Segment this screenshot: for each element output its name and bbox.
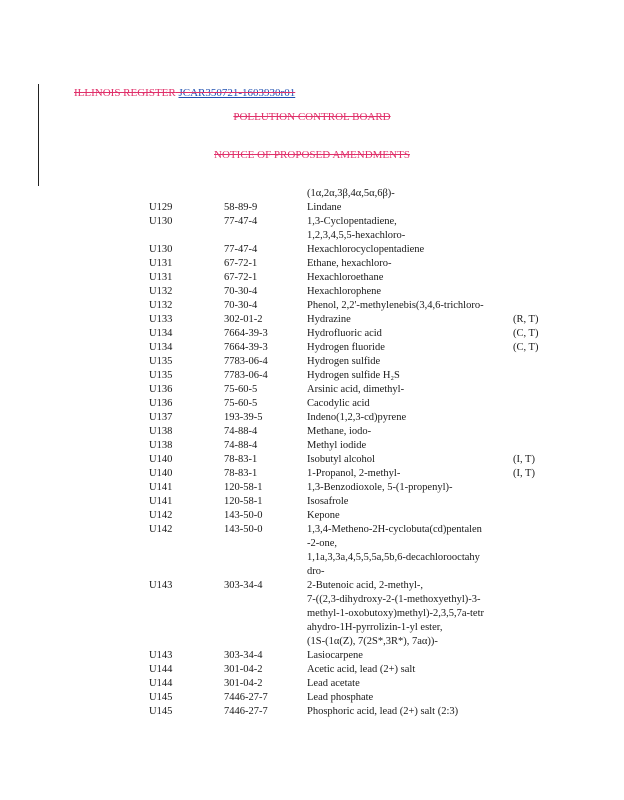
substance-name	[307, 411, 512, 425]
table-row	[0, 677, 624, 691]
waste-code: U131	[149, 258, 173, 269]
table-row	[0, 327, 624, 341]
cas-number: 301-04-2	[224, 664, 263, 675]
substance-name	[307, 285, 512, 299]
substance-name-line: Hexachlorocyclopentadiene	[307, 244, 425, 255]
substance-name-line: Acetic acid, lead (2+) salt	[307, 664, 416, 675]
substance-name-line: methyl-1-oxobutoxy)methyl)-2,3,5,7a-tetr	[307, 608, 484, 619]
table-row	[0, 467, 624, 481]
substance-name	[307, 383, 512, 397]
substance-name-line: Isobutyl alcohol	[307, 454, 375, 465]
substance-name-line: Phenol, 2,2'-methylenebis(3,4,6-trichloro-	[307, 300, 484, 311]
hazard-code: (C, T)	[513, 328, 539, 339]
substance-name-line: 1,3,4-Metheno-2H-cyclobuta(cd)pentalen	[307, 524, 482, 535]
waste-code: U136	[149, 398, 173, 409]
substance-name-line: 1-Propanol, 2-methyl-	[307, 468, 401, 479]
substance-name	[307, 481, 512, 495]
waste-code: U141	[149, 496, 173, 507]
substance-name	[307, 313, 512, 327]
substance-name-line: Hydrogen sulfide H₂S	[307, 370, 400, 381]
cas-number: 301-04-2	[224, 678, 263, 689]
waste-code: U134	[149, 342, 173, 353]
substance-name-line: Hydrazine	[307, 314, 351, 325]
cas-number: 77-47-4	[224, 244, 258, 255]
table-row	[0, 341, 624, 355]
table-row	[0, 201, 624, 215]
substance-name	[307, 691, 512, 705]
table-row	[0, 355, 624, 369]
hazard-code: (I, T)	[513, 454, 535, 465]
cas-number: 78-83-1	[224, 468, 258, 479]
cas-number: 193-39-5	[224, 412, 263, 423]
cas-number: 120-58-1	[224, 482, 263, 493]
table-row	[0, 453, 624, 467]
table-row	[0, 495, 624, 509]
table-row	[0, 509, 624, 523]
substance-name-line: 1,3-Cyclopentadiene,	[307, 216, 397, 227]
cas-number: 7446-27-7	[224, 692, 268, 703]
table-row	[0, 439, 624, 453]
table-row	[0, 243, 624, 257]
substance-name-line: (1S-(1α(Z), 7(2S*,3R*), 7aα))-	[307, 636, 438, 647]
substance-name	[307, 649, 512, 663]
cas-number: 303-34-4	[224, 650, 263, 661]
cas-number: 143-50-0	[224, 510, 263, 521]
substance-name-line: 2-Butenoic acid, 2-methyl-,	[307, 580, 424, 591]
substance-name	[307, 327, 512, 341]
cas-number: 67-72-1	[224, 258, 258, 269]
substance-name	[307, 425, 512, 439]
substance-name-line: Hydrofluoric acid	[307, 328, 382, 339]
substance-name-line: Lasiocarpene	[307, 650, 363, 661]
table-row	[0, 299, 624, 313]
substance-name-line: Kepone	[307, 510, 340, 521]
cas-number: 77-47-4	[224, 216, 258, 227]
substance-name	[307, 355, 512, 369]
register-title: ILLINOIS REGISTER	[74, 87, 176, 99]
substance-name-line: Arsinic acid, dimethyl-	[307, 384, 405, 395]
cas-number: 70-30-4	[224, 300, 258, 311]
substance-name	[307, 257, 512, 271]
cas-number: 7664-39-3	[224, 342, 268, 353]
waste-code: U135	[149, 370, 173, 381]
table-row	[0, 285, 624, 299]
cas-number: 120-58-1	[224, 496, 263, 507]
waste-code: U144	[149, 678, 173, 689]
substance-name	[307, 215, 512, 243]
substance-name	[307, 677, 512, 691]
substance-name	[307, 495, 512, 509]
substance-name-line: 1,2,3,4,5,5-hexachloro-	[307, 230, 406, 241]
waste-code: U145	[149, 706, 173, 717]
cas-number: 58-89-9	[224, 202, 258, 213]
substance-name	[307, 509, 512, 523]
substance-name-line: (1α,2α,3β,4α,5α,6β)-	[307, 188, 395, 199]
table-row	[0, 649, 624, 663]
substance-name	[307, 467, 512, 481]
waste-code: U143	[149, 580, 173, 591]
substance-name	[307, 271, 512, 285]
cas-number: 143-50-0	[224, 524, 263, 535]
substance-name-line: Hydrogen sulfide	[307, 356, 381, 367]
waste-code: U137	[149, 412, 173, 423]
revision-margin-bar	[38, 84, 39, 186]
substance-name	[307, 523, 512, 579]
table-row	[0, 369, 624, 383]
table-row	[0, 705, 624, 719]
table-row	[0, 425, 624, 439]
waste-code: U142	[149, 510, 173, 521]
waste-code: U138	[149, 440, 173, 451]
table-row	[0, 481, 624, 495]
substance-name	[307, 299, 512, 313]
substance-name-line: Isosafrole	[307, 496, 349, 507]
table-row	[0, 257, 624, 271]
cas-number: 67-72-1	[224, 272, 258, 283]
hazard-code: (I, T)	[513, 468, 535, 479]
cas-number: 74-88-4	[224, 440, 258, 451]
waste-code: U142	[149, 524, 173, 535]
cas-number: 75-60-5	[224, 398, 258, 409]
substance-name	[307, 663, 512, 677]
substance-name-line: dro-	[307, 566, 325, 577]
substance-name-line: Hexachloroethane	[307, 272, 384, 283]
substance-name-line: 7-((2,3-dihydroxy-2-(1-methoxyethyl)-3-	[307, 594, 481, 605]
substance-name	[307, 201, 512, 215]
substance-name	[307, 397, 512, 411]
waste-code: U134	[149, 328, 173, 339]
substance-name-line: Lead acetate	[307, 678, 360, 689]
waste-code: U144	[149, 664, 173, 675]
waste-code: U132	[149, 300, 173, 311]
table-row	[0, 663, 624, 677]
waste-code: U129	[149, 202, 173, 213]
waste-code: U145	[149, 692, 173, 703]
substance-name-line: Hexachlorophene	[307, 286, 382, 297]
substance-name-line: Lead phosphate	[307, 692, 374, 703]
substance-name	[307, 579, 512, 649]
waste-code: U138	[149, 426, 173, 437]
substance-name	[307, 187, 512, 201]
table-row	[0, 691, 624, 705]
waste-code: U130	[149, 244, 173, 255]
substance-name	[307, 369, 512, 383]
table-row	[0, 523, 624, 579]
table-row	[0, 271, 624, 285]
substance-name-line: Lindane	[307, 202, 342, 213]
substance-name-line: ahydro-1H-pyrrolizin-1-yl ester,	[307, 622, 443, 633]
hazard-code: (C, T)	[513, 342, 539, 353]
substance-name	[307, 243, 512, 257]
substance-name-line: 1,3-Benzodioxole, 5-(1-propenyl)-	[307, 482, 453, 493]
substance-name	[307, 341, 512, 355]
table-row	[0, 397, 624, 411]
table-row	[0, 187, 624, 201]
waste-code-table	[0, 187, 624, 719]
substance-name-line: Methyl iodide	[307, 440, 367, 451]
waste-code: U141	[149, 482, 173, 493]
waste-code: U136	[149, 384, 173, 395]
waste-code: U133	[149, 314, 173, 325]
substance-name-line: Ethane, hexachloro-	[307, 258, 392, 269]
substance-name-line: Methane, iodo-	[307, 426, 372, 437]
waste-code: U132	[149, 286, 173, 297]
cas-number: 78-83-1	[224, 454, 258, 465]
cas-number: 7783-06-4	[224, 370, 268, 381]
substance-name	[307, 705, 512, 719]
substance-name	[307, 439, 512, 453]
register-link[interactable]: JCAR350721-1603930r01	[178, 87, 296, 99]
table-row	[0, 411, 624, 425]
cas-number: 74-88-4	[224, 426, 258, 437]
waste-code: U131	[149, 272, 173, 283]
waste-code: U130	[149, 216, 173, 227]
cas-number: 303-34-4	[224, 580, 263, 591]
register-header	[74, 87, 295, 99]
notice-heading: NOTICE OF PROPOSED AMENDMENTS	[214, 149, 410, 161]
waste-code: U140	[149, 454, 173, 465]
table-row	[0, 383, 624, 397]
waste-code: U135	[149, 356, 173, 367]
cas-number: 7446-27-7	[224, 706, 268, 717]
substance-name-line: Hydrogen fluoride	[307, 342, 385, 353]
substance-name-line: Phosphoric acid, lead (2+) salt (2:3)	[307, 706, 459, 717]
table-row	[0, 579, 624, 649]
substance-name	[307, 453, 512, 467]
substance-name-line: Cacodylic acid	[307, 398, 370, 409]
substance-name-line: 1,1a,3,3a,4,5,5,5a,5b,6-decachlorooctahy	[307, 552, 480, 563]
cas-number: 7783-06-4	[224, 356, 268, 367]
waste-code: U143	[149, 650, 173, 661]
cas-number: 70-30-4	[224, 286, 258, 297]
cas-number: 75-60-5	[224, 384, 258, 395]
hazard-code: (R, T)	[513, 314, 539, 325]
cas-number: 302-01-2	[224, 314, 263, 325]
cas-number: 7664-39-3	[224, 328, 268, 339]
board-heading: POLLUTION CONTROL BOARD	[233, 111, 391, 123]
substance-name-line: Indeno(1,2,3-cd)pyrene	[307, 412, 407, 423]
table-row	[0, 215, 624, 243]
table-row	[0, 313, 624, 327]
waste-code: U140	[149, 468, 173, 479]
substance-name-line: -2-one,	[307, 538, 338, 549]
